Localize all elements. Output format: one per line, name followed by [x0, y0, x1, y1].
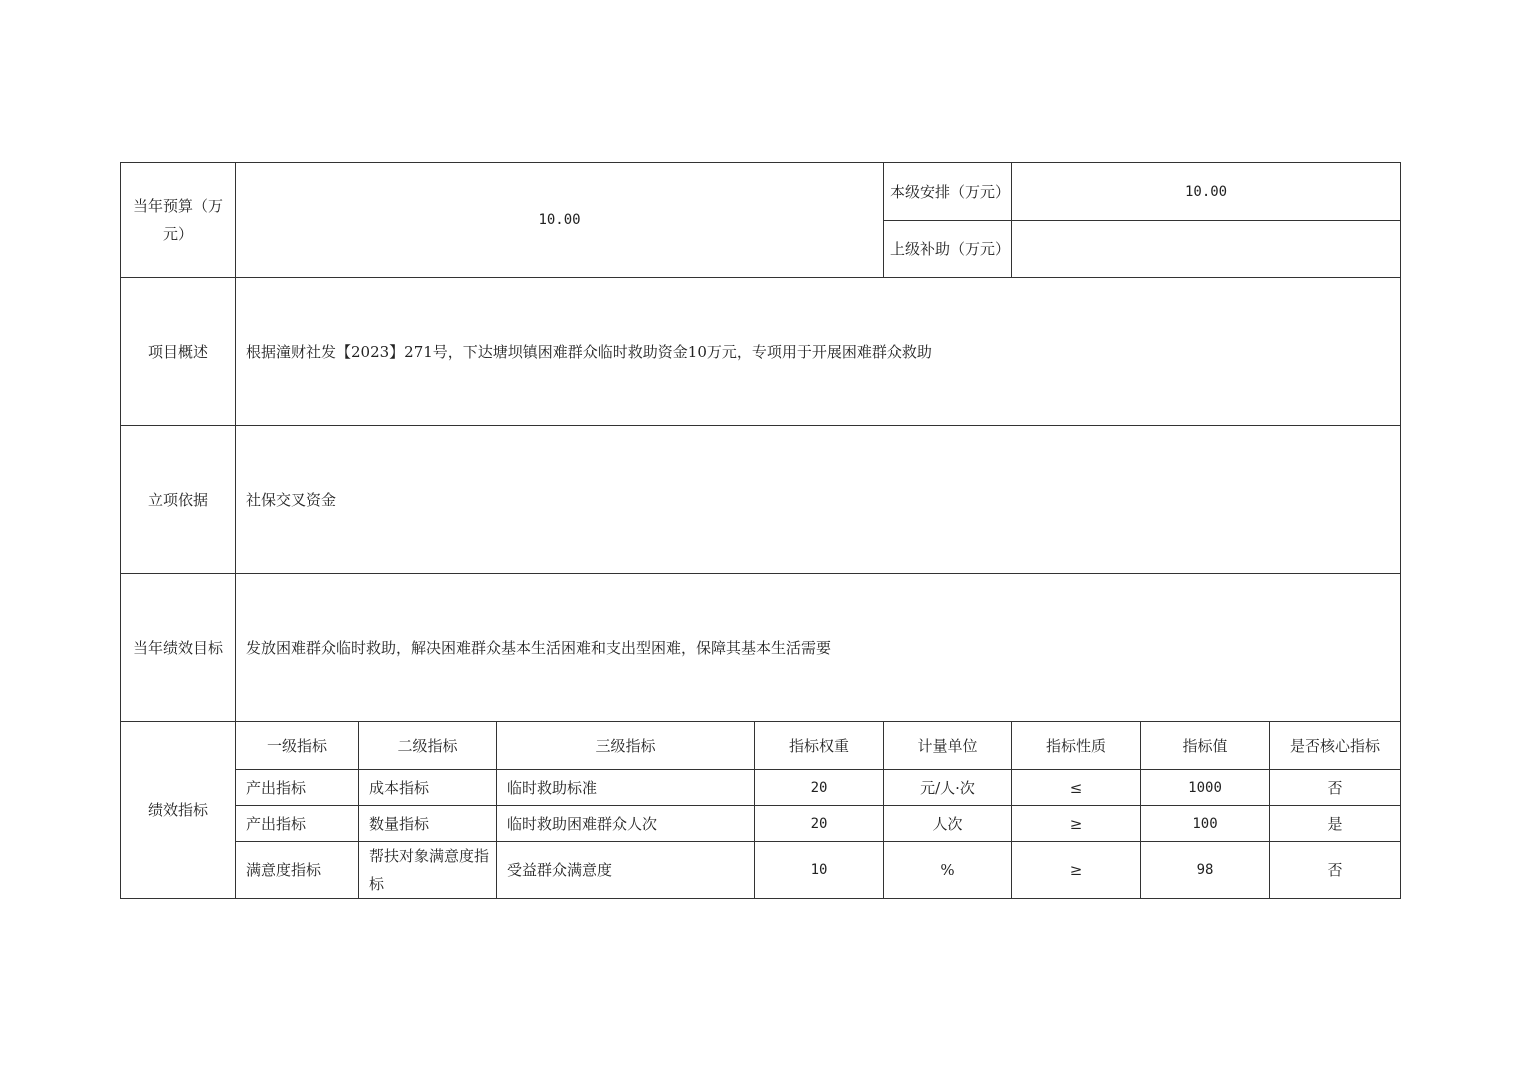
row2-level3: 临时救助困难群众人次: [497, 806, 755, 842]
basis-label: 立项依据: [121, 426, 236, 574]
goal-label: 当年绩效目标: [121, 574, 236, 722]
superior-subsidy-value: [1012, 221, 1401, 278]
overview-row: [121, 278, 1401, 426]
overview-label: 项目概述: [121, 278, 236, 426]
header-level2: 二级指标: [359, 722, 497, 770]
project-performance-table: [120, 162, 1401, 899]
row1-weight: 20: [755, 770, 884, 806]
header-core: 是否核心指标: [1270, 722, 1401, 770]
row2-weight: 20: [755, 806, 884, 842]
row1-level1: 产出指标: [236, 770, 359, 806]
row1-level2: 成本指标: [359, 770, 497, 806]
header-level3: 三级指标: [497, 722, 755, 770]
row3-nature: ≥: [1012, 842, 1141, 899]
row3-level2: 帮扶对象满意度指标: [359, 842, 497, 899]
row2-nature: ≥: [1012, 806, 1141, 842]
row3-level3: 受益群众满意度: [497, 842, 755, 899]
table-row: [121, 770, 1401, 806]
table-row: [121, 842, 1401, 899]
row2-core: 是: [1270, 806, 1401, 842]
header-value: 指标值: [1141, 722, 1270, 770]
row3-unit: %: [884, 842, 1012, 899]
overview-text: 根据潼财社发【2023】271号，下达塘坝镇困难群众临时救助资金10万元，专项用于开展困难群众救助: [236, 278, 1401, 426]
row1-unit: 元/人·次: [884, 770, 1012, 806]
header-level1: 一级指标: [236, 722, 359, 770]
header-weight: 指标权重: [755, 722, 884, 770]
row1-nature: ≤: [1012, 770, 1141, 806]
local-budget-label: 本级安排（万元）: [884, 163, 1012, 221]
indicators-label: 绩效指标: [121, 722, 236, 899]
header-nature: 指标性质: [1012, 722, 1141, 770]
indicator-header-row: [121, 722, 1401, 770]
row3-weight: 10: [755, 842, 884, 899]
superior-subsidy-label: 上级补助（万元）: [884, 221, 1012, 278]
budget-label: 当年预算（万元）: [121, 163, 236, 278]
budget-value: 10.00: [236, 163, 884, 278]
row3-core: 否: [1270, 842, 1401, 899]
row2-unit: 人次: [884, 806, 1012, 842]
row2-level2: 数量指标: [359, 806, 497, 842]
budget-row: [121, 163, 1401, 221]
row2-value: 100: [1141, 806, 1270, 842]
row1-level3: 临时救助标准: [497, 770, 755, 806]
goal-text: 发放困难群众临时救助，解决困难群众基本生活困难和支出型困难，保障其基本生活需要: [236, 574, 1401, 722]
basis-text: 社保交叉资金: [236, 426, 1401, 574]
row1-core: 否: [1270, 770, 1401, 806]
header-unit: 计量单位: [884, 722, 1012, 770]
row3-level1: 满意度指标: [236, 842, 359, 899]
table-row: [121, 806, 1401, 842]
basis-row: [121, 426, 1401, 574]
row1-value: 1000: [1141, 770, 1270, 806]
row2-level1: 产出指标: [236, 806, 359, 842]
row3-value: 98: [1141, 842, 1270, 899]
local-budget-value: 10.00: [1012, 163, 1401, 221]
goal-row: [121, 574, 1401, 722]
